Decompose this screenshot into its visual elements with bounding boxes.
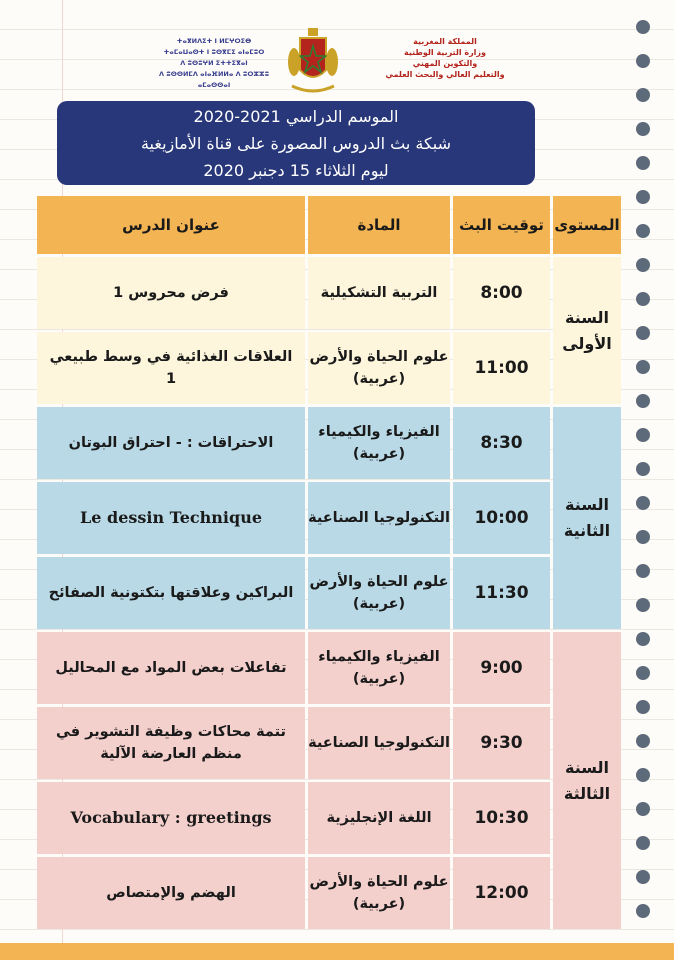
header-subject: المادة: [308, 196, 450, 254]
title-cell: الاحتراقات : - احتراق البوتان: [37, 407, 305, 479]
tifinagh-ministry-name: [150, 36, 278, 91]
binding-hole-icon: [636, 20, 650, 34]
title-cell: فرض محروس 1: [37, 257, 305, 329]
header-level: المستوى: [553, 196, 621, 254]
title-banner: [57, 101, 535, 185]
title-cell: Le dessin Technique: [37, 482, 305, 554]
subject-cell: الفيزياء والكيمياء (عربية): [308, 632, 450, 704]
title-cell: Vocabulary : greetings: [37, 782, 305, 854]
table-row: [37, 632, 621, 704]
time-cell: 11:00: [453, 332, 550, 404]
subject-cell: علوم الحياة والأرض (عربية): [308, 857, 450, 929]
ministry-header: [150, 22, 510, 102]
table-row: [37, 257, 621, 329]
subject-cell: التربية التشكيلية: [308, 257, 450, 329]
time-cell: 8:00: [453, 257, 550, 329]
table-row: [37, 857, 621, 929]
header-title: عنوان الدرس: [37, 196, 305, 254]
subject-cell: التكنولوجيا الصناعية: [308, 482, 450, 554]
schedule-title: شبكة بث الدروس المصورة على قناة الأمازيغية: [140, 134, 452, 153]
binding-hole-icon: [636, 292, 650, 306]
level-cell: السنة الأولى: [553, 257, 621, 404]
subject-cell: التكنولوجيا الصناعية: [308, 707, 450, 779]
binding-hole-icon: [636, 700, 650, 714]
table-row: [37, 557, 621, 629]
binding-hole-icon: [636, 870, 650, 884]
level-cell: السنة الثالثة: [553, 632, 621, 929]
level-cell: السنة الثانية: [553, 407, 621, 629]
binding-hole-icon: [636, 734, 650, 748]
time-cell: 10:00: [453, 482, 550, 554]
binding-hole-icon: [636, 122, 650, 136]
binding-hole-icon: [636, 224, 650, 238]
schedule-date: ليوم الثلاثاء 15 دجنبر 2020: [203, 161, 389, 180]
binding-hole-icon: [636, 904, 650, 918]
binding-hole-icon: [636, 54, 650, 68]
binding-hole-icon: [636, 428, 650, 442]
time-cell: 11:30: [453, 557, 550, 629]
title-cell: الهضم والإمتصاص: [37, 857, 305, 929]
binding-hole-icon: [636, 156, 650, 170]
table-row: [37, 407, 621, 479]
title-cell: البراكين وعلاقتها بتكتونية الصفائح: [37, 557, 305, 629]
subject-cell: اللغة الإنجليزية: [308, 782, 450, 854]
binding-hole-icon: [636, 768, 650, 782]
tifinagh-line: ⴷ ⵓⵙⵙⵍⵎⴷ ⴰⵏⴰⴼⵍⵍⴰ ⴷ ⵓⵔⵣⵣⵓ ⴰⵎⴰⵙⵙⴰⵏ: [158, 70, 270, 89]
binding-hole-icon: [636, 360, 650, 374]
binding-hole-icon: [636, 88, 650, 102]
binding-hole-icon: [636, 802, 650, 816]
arabic-ministry-name: [380, 36, 510, 80]
ministry-line: والتعليم العالي والبحث العلمي: [385, 70, 505, 79]
title-cell: تتمة محاكات وظيفة التشوير في منظم العارضة الآلية: [37, 707, 305, 779]
binding-hole-icon: [636, 462, 650, 476]
time-cell: 9:00: [453, 632, 550, 704]
table-row: [37, 707, 621, 779]
binding-hole-icon: [636, 258, 650, 272]
binding-hole-icon: [636, 394, 650, 408]
tifinagh-line: ⴷ ⵓⵙⵓⵖⵍ ⵉⵜⵜⵉⴳⴰⵏ: [180, 59, 248, 67]
binding-hole-icon: [636, 598, 650, 612]
time-cell: 12:00: [453, 857, 550, 929]
tifinagh-line: ⵜⴰⴳⵍⴷⵉⵜ ⵏ ⵍⵎⵖⵔⵉⴱ: [176, 37, 252, 45]
binding-hole-icon: [636, 326, 650, 340]
school-year: الموسم الدراسي 2021-2020: [193, 107, 399, 126]
binding-hole-icon: [636, 530, 650, 544]
binding-hole-icon: [636, 564, 650, 578]
ministry-line: المملكة المغربية: [413, 37, 477, 46]
ministry-line: وزارة التربية الوطنية: [403, 48, 486, 57]
tifinagh-line: ⵜⴰⵎⴰⵡⴰⵙⵜ ⵏ ⵓⵙⴳⵎⵉ ⴰⵏⴰⵎⵓⵔ: [163, 48, 265, 56]
time-cell: 8:30: [453, 407, 550, 479]
binding-hole-icon: [636, 496, 650, 510]
binding-hole-icon: [636, 836, 650, 850]
time-cell: 10:30: [453, 782, 550, 854]
subject-cell: الفيزياء والكيمياء (عربية): [308, 407, 450, 479]
moroccan-coat-of-arms-icon: [286, 26, 340, 98]
title-cell: العلاقات الغذائية في وسط طبيعي 1: [37, 332, 305, 404]
ministry-line: والتكوين المهني: [412, 59, 478, 68]
table-row: [37, 332, 621, 404]
binding-hole-icon: [636, 632, 650, 646]
header-time: توقيت البث: [453, 196, 550, 254]
title-cell: تفاعلات بعض المواد مع المحاليل: [37, 632, 305, 704]
binding-hole-icon: [636, 666, 650, 680]
table-header-row: [37, 196, 621, 254]
bottom-accent-bar: [0, 943, 674, 960]
table-row: [37, 782, 621, 854]
subject-cell: علوم الحياة والأرض (عربية): [308, 332, 450, 404]
subject-cell: علوم الحياة والأرض (عربية): [308, 557, 450, 629]
notebook-binding: [636, 20, 656, 938]
binding-hole-icon: [636, 190, 650, 204]
time-cell: 9:30: [453, 707, 550, 779]
table-row: [37, 482, 621, 554]
broadcast-schedule-table: [34, 193, 624, 932]
